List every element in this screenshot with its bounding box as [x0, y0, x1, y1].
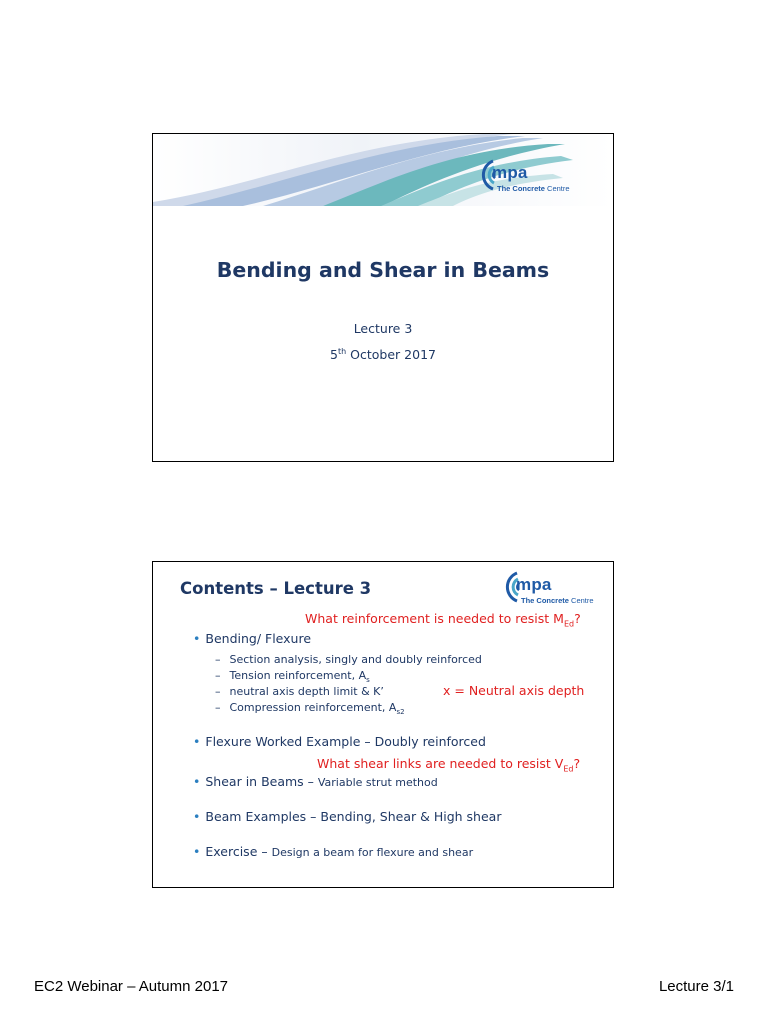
question-moment: What reinforcement is needed to resist $M_{Ed}$? — [305, 611, 581, 629]
logo-subtitle: The Concrete Centre — [521, 596, 594, 605]
neutral-axis-note: x = Neutral axis depth — [443, 683, 585, 698]
bullet-bending: • Bending/ Flexure — [193, 631, 312, 646]
contents-title: Contents – Lecture 3 — [180, 579, 372, 598]
subbullet-compression: – Compression reinforcement, $A_{s2}$ — [215, 701, 405, 717]
subbullet-tension: – Tension reinforcement, $A_s$ — [215, 669, 370, 685]
question-shear: What shear links are needed to resist $V_{Ed}$? — [317, 756, 581, 774]
subbullet-section-analysis: – Section analysis, singly and doubly reinforced — [215, 653, 482, 666]
footer-left: EC2 Webinar – Autumn 2017 — [34, 978, 229, 995]
mpa-logo — [497, 570, 607, 610]
logo-name: mpa — [492, 163, 528, 182]
footer-page-number: Lecture 3/1 — [658, 978, 734, 995]
slide-title — [152, 133, 614, 462]
logo-subtitle: The Concrete Centre — [497, 184, 570, 193]
mpa-logo — [473, 158, 583, 198]
bullet-exercise: • Exercise – Design a beam for flexure and shear — [193, 844, 474, 859]
slide-title-heading: Bending and Shear in Beams — [216, 258, 550, 282]
subbullet-neutral-axis: – neutral axis depth limit & K’ — [215, 685, 384, 698]
bullet-beam-examples: • Beam Examples – Bending, Shear & High shear — [193, 809, 502, 824]
logo-name: mpa — [516, 575, 552, 594]
lecture-date: 5th October 2017 — [330, 347, 436, 363]
bullet-worked-example: • Flexure Worked Example – Doubly reinforced — [193, 734, 486, 749]
lecture-number: Lecture 3 — [353, 321, 413, 336]
slide-contents — [152, 561, 614, 888]
bullet-shear: • Shear in Beams – Variable strut method — [193, 774, 438, 789]
